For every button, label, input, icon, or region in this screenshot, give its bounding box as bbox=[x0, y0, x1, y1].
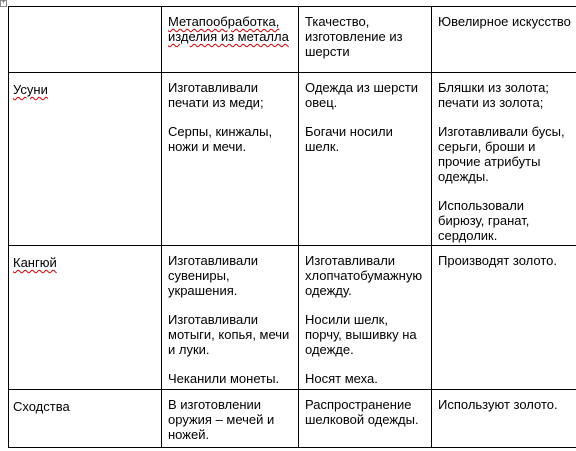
row-label-cell bbox=[9, 246, 162, 390]
cell-usuni-weaving bbox=[299, 73, 432, 246]
header-cell-weaving bbox=[299, 7, 432, 73]
cell-usuni-metalwork bbox=[162, 73, 299, 246]
cell-paragraph: Богачи носили шелк. bbox=[305, 124, 393, 154]
row-label-kangyui: Кангюй bbox=[13, 255, 57, 270]
header-cell-empty bbox=[9, 7, 162, 73]
cell-paragraph: Используют золото. bbox=[438, 397, 558, 412]
table-move-handle-icon[interactable]: + bbox=[1, 0, 6, 6]
cell-paragraph: Носят меха. bbox=[305, 371, 378, 386]
header-cell-metalwork bbox=[162, 7, 299, 73]
cell-similarities-metalwork bbox=[162, 390, 299, 448]
cell-paragraph: Серпы, кинжалы, ножи и мечи. bbox=[168, 124, 273, 154]
cell-kangyui-metalwork bbox=[162, 246, 299, 390]
comparison-table bbox=[8, 6, 576, 448]
cell-paragraph: Чеканили монеты. bbox=[168, 371, 280, 386]
row-label-cell bbox=[9, 73, 162, 246]
row-label-similarities: Сходства bbox=[13, 399, 70, 414]
header-weaving-label: Ткачество, изготовление из шерсти bbox=[305, 14, 403, 59]
cell-paragraph: Изготавливали мотыги, копья, мечи и луки. bbox=[168, 312, 290, 357]
row-label-cell bbox=[9, 390, 162, 448]
cell-kangyui-weaving bbox=[299, 246, 432, 390]
table-row-usuni bbox=[9, 73, 576, 246]
cell-paragraph: Изготавливали печати из меди; bbox=[168, 80, 264, 110]
cell-paragraph: В изготовлении оружия – мечей и ножей. bbox=[168, 397, 275, 442]
row-label-usuni: Усуни bbox=[13, 82, 48, 97]
cell-kangyui-jewelry bbox=[432, 246, 576, 390]
header-cell-jewelry bbox=[432, 7, 576, 73]
table-row-similarities bbox=[9, 390, 576, 448]
table-row-kangyui bbox=[9, 246, 576, 390]
header-jewelry-label: Ювелирное искусство bbox=[438, 14, 571, 29]
cell-paragraph: Носили шелк, порчу, вышивку на одежде. bbox=[305, 312, 417, 357]
cell-paragraph: Бляшки из золота; печати из золота; bbox=[438, 80, 549, 110]
cell-paragraph: Использовали бирюзу, гранат, сердолик. bbox=[438, 198, 530, 243]
cell-similarities-weaving bbox=[299, 390, 432, 448]
cell-paragraph: Изготавливали бусы, серьги, броши и прочие атрибуты одежды. bbox=[438, 124, 565, 184]
cell-paragraph: Изготавливали сувениры, украшения. bbox=[168, 253, 259, 298]
cell-paragraph: Изготавливали хлопчатобумажную одежду. bbox=[305, 253, 423, 298]
cell-paragraph: Распространение шелковой одежды. bbox=[305, 397, 419, 427]
cell-paragraph: Одежда из шерсти овец. bbox=[305, 80, 419, 110]
header-metalwork-word1: Метапообработка, изделия из металла bbox=[168, 14, 289, 44]
cell-usuni-jewelry bbox=[432, 73, 576, 246]
cell-similarities-jewelry bbox=[432, 390, 576, 448]
cell-paragraph: Производят золото. bbox=[438, 253, 558, 268]
header-row bbox=[9, 7, 576, 73]
